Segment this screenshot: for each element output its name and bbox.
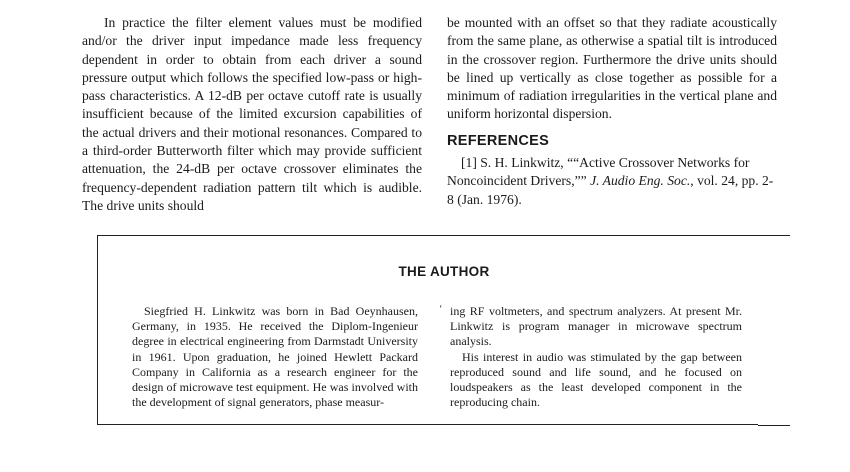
body-paragraph-right: be mounted with an offset so that they radiate acoustically from the same plane, as otherwise a spatial tilt is introduced in the crossover region. Furthermore the drive units should be lined up vertically as close together as possible for a minimum of radiation irregularities in the vertical plane and uniform horizontal dispersion.: [447, 15, 777, 122]
author-bio-paragraph-interest: His interest in audio was stimulated by the gap between reproduced sound and life sound, and he focused on loudspeakers as the least developed component in the reproducing chain.: [450, 349, 742, 410]
author-bio-paragraph: Siegfried H. Linkwitz was born in Bad Oeynhausen, Germany, in 1935. He received the Diplom-Ingenieur degree in electrical engineering from Darmstadt University in 1961. Upon graduation, he joined Hewlett Packard Company in California as a research engineer for the design of microwave test equipment. He was involved with the development of signal generators, phase measur-: [132, 304, 418, 410]
print-mark: ‘: [439, 304, 443, 315]
right-text-column: [447, 14, 777, 209]
reference-details: , vol. 24, pp. 2-8 (Jan. 1976).: [447, 173, 774, 207]
reference-authors-title: [1] S. H. Linkwitz, ““Active Crossover Networks for Noncoincident Drivers,””: [447, 155, 750, 189]
references-heading: REFERENCES: [447, 132, 550, 149]
author-bio-left-column: [132, 304, 418, 410]
author-bio-right-column: [450, 304, 742, 410]
author-box: [97, 235, 758, 425]
body-paragraph-left: In practice the filter element values must be modified and/or the driver input impedance made less frequency dependent in order to obtain from each driver a sound pressure output which follows the specified low-pass or high-pass characteristics. A 12-dB per octave cutoff rate is usually insufficient because of the limited excursion capabilities of the actual drivers and their motional resonances. Compared to a third-order Butterworth filter which may provide sufficient attenuation, the 24-dB per octave crossover eliminates the frequency-dependent radiation pattern tilt which is audible. The drive units should: [82, 15, 422, 213]
author-heading: THE AUTHOR: [398, 264, 490, 279]
left-text-column: [82, 14, 422, 215]
reference-journal: J. Audio Eng. Soc.: [590, 173, 691, 189]
author-bio-continuation: ing RF voltmeters, and spectrum analyzers. At present Mr. Linkwitz is program manager in microwave spectrum analysis.: [450, 304, 742, 349]
reference-item: [447, 154, 777, 209]
